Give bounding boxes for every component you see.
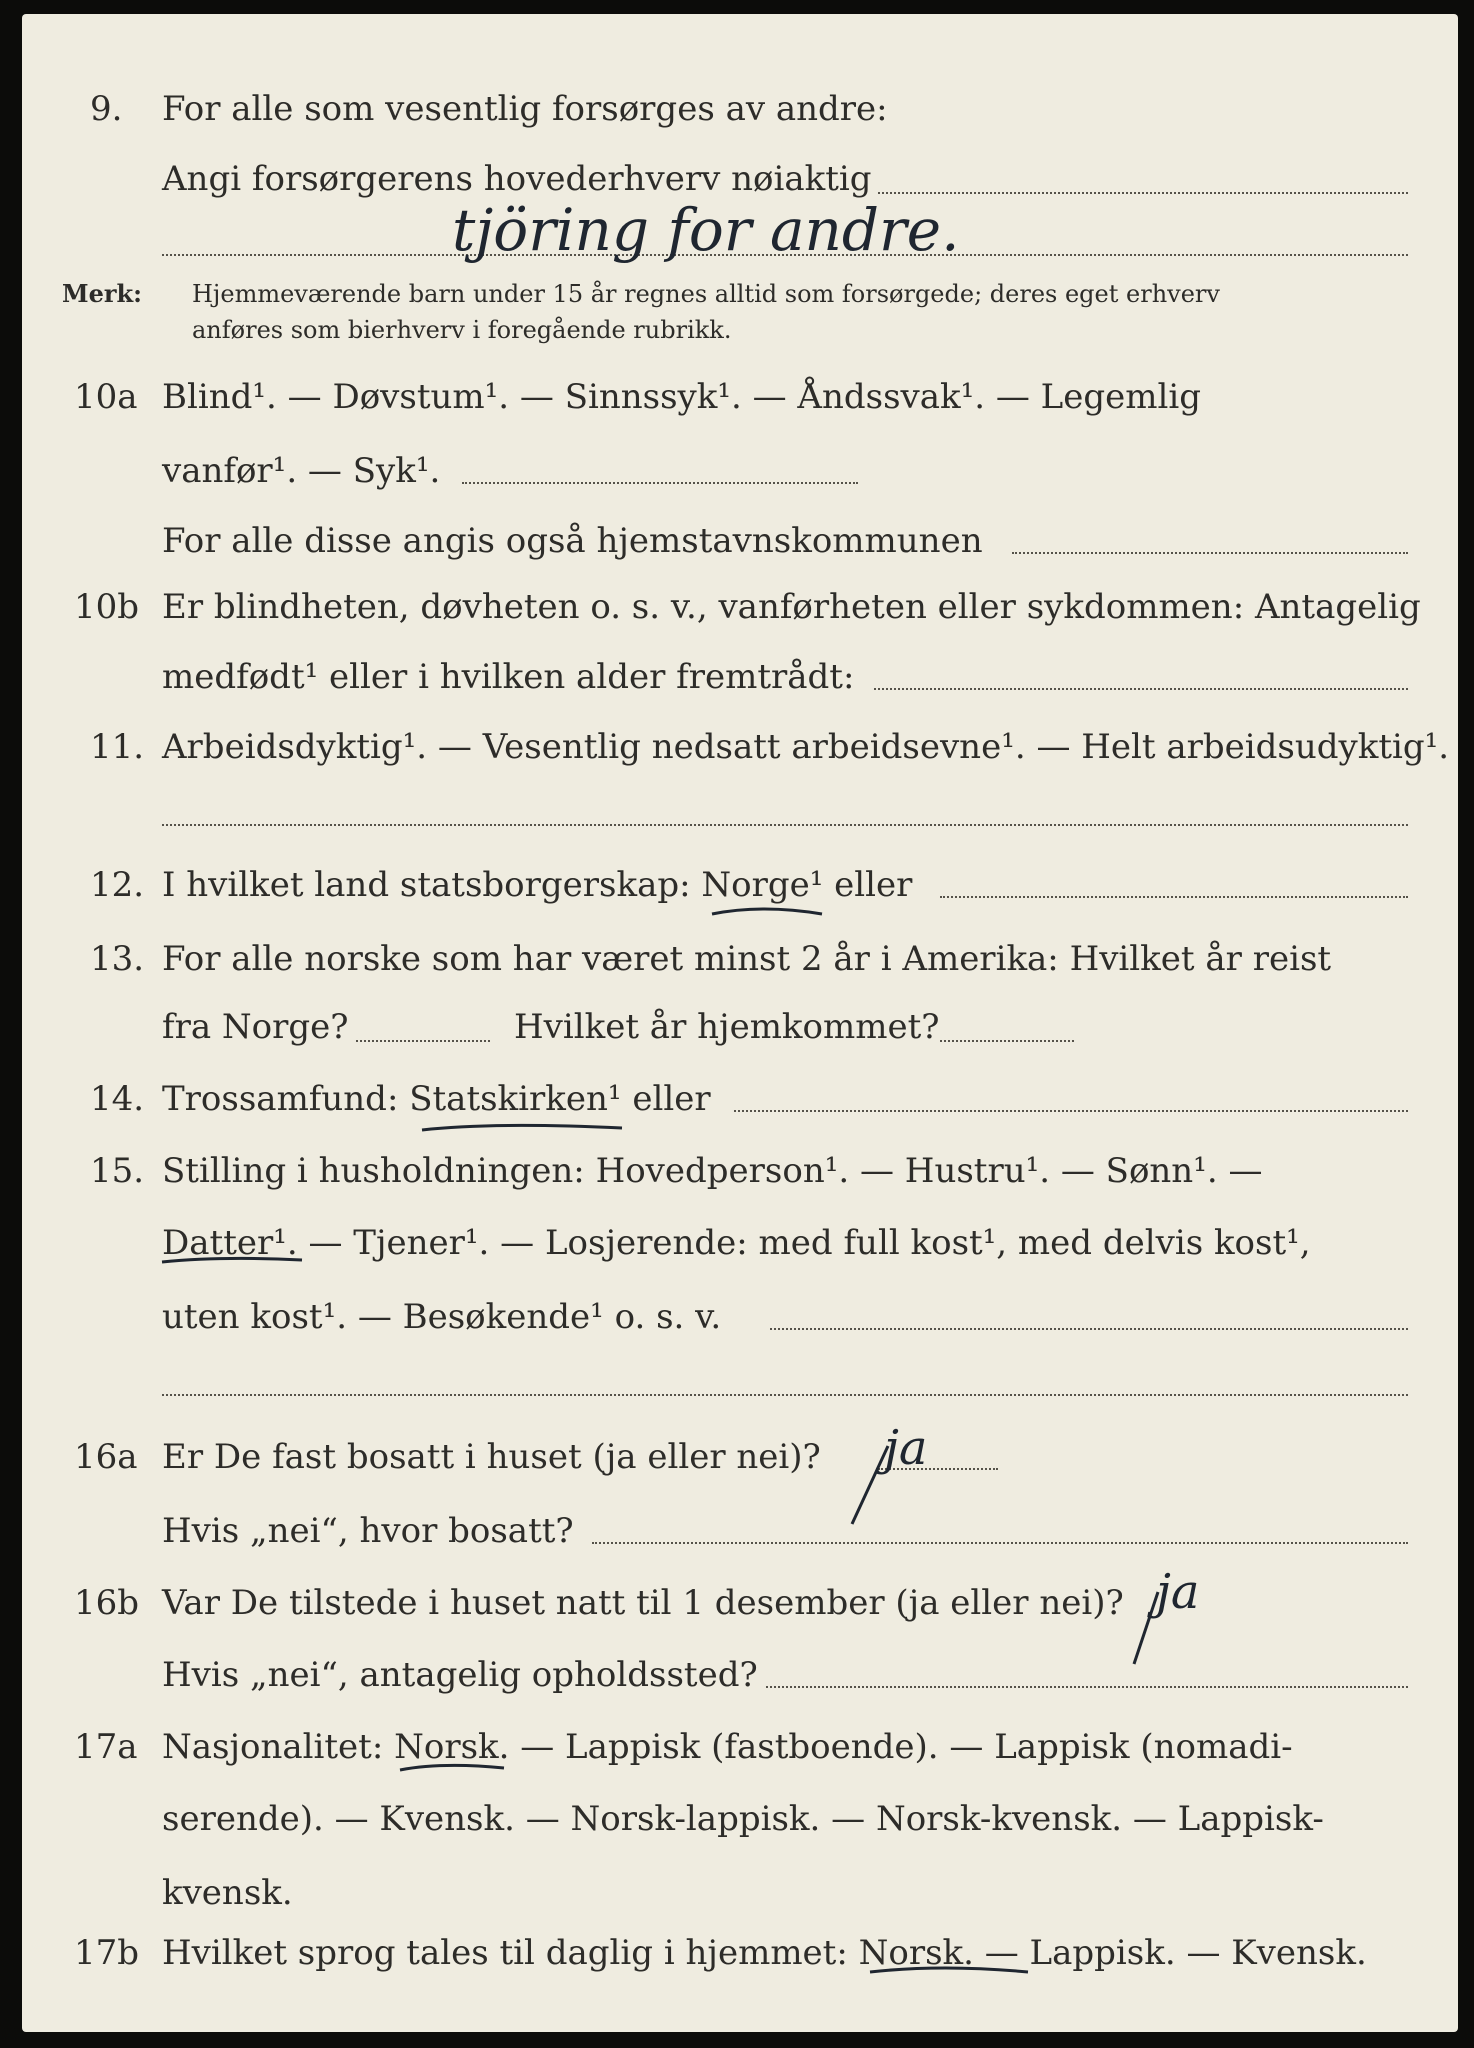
- hjemkommet-answer-line: [940, 1040, 1074, 1042]
- item-number-13: 13.: [90, 939, 145, 979]
- merk-line-1: Hjemmeværende barn under 15 år regnes alltid som forsørgede; deres eget erhverv: [192, 280, 1220, 308]
- item-16b-line-1: Var De tilstede i huset natt til 1 desember (ja eller nei)?: [162, 1583, 1124, 1623]
- answer-16a-handwriting: ja: [884, 1420, 928, 1476]
- item-10a-line-2: vanfør¹. — Syk¹.: [162, 451, 441, 491]
- statskirken-underline: [422, 1125, 622, 1130]
- item-12-line-1: I hvilket land statsborgerskap: Norge¹ eller: [162, 865, 913, 905]
- item-number-17b: 17b: [74, 1933, 140, 1973]
- syk-answer-line: [462, 482, 858, 484]
- item-number-17a: 17a: [74, 1727, 138, 1767]
- census-form-page: [22, 14, 1458, 2032]
- merk-line-2: anføres som bierhverv i foregående rubrikk.: [192, 316, 732, 344]
- item-13-line-3: Hvilket år hjemkommet?: [514, 1007, 940, 1047]
- item-16a-line-1: Er De fast bosatt i huset (ja eller nei)?: [162, 1437, 821, 1477]
- item-16b-line-2: Hvis „nei“, antagelig opholdssted?: [162, 1655, 758, 1695]
- occupation-answer-line: [878, 192, 1408, 194]
- answer-16b-handwriting: ja: [1156, 1564, 1200, 1620]
- answer-16b-stroke: [1134, 1592, 1158, 1664]
- item-17a-line-3: kvensk.: [162, 1873, 293, 1913]
- hjemstavn-answer-line: [1012, 552, 1408, 554]
- item-13-line-1: For alle norske som har været minst 2 år i Amerika: Hvilket år reist: [162, 939, 1332, 979]
- merk-label: Merk:: [62, 279, 142, 308]
- bosatt-answer-line: [878, 1468, 998, 1470]
- item-11-line-1: Arbeidsdyktig¹. — Vesentlig nedsatt arbeidsevne¹. — Helt arbeidsudyktig¹.: [162, 727, 1450, 767]
- item-15-line-1: Stilling i husholdningen: Hovedperson¹. — Hustru¹. — Sønn¹. —: [162, 1151, 1263, 1191]
- opholdssted-answer-line: [766, 1686, 1408, 1688]
- item-number-12: 12.: [90, 865, 145, 905]
- item-number-16a: 16a: [74, 1437, 138, 1477]
- item-number-10a: 10a: [74, 377, 138, 417]
- item-10a-line-1: Blind¹. — Døvstum¹. — Sinnssyk¹. — Åndssvak¹. — Legemlig: [162, 377, 1201, 417]
- alder-answer-line: [874, 688, 1408, 690]
- item-number-16b: 16b: [74, 1583, 140, 1623]
- item-11-answer-line: [162, 824, 1408, 826]
- item-number-9: 9.: [90, 89, 123, 129]
- item-17a-line-1: Nasjonalitet: Norsk. — Lappisk (fastboende). — Lappisk (nomadi-: [162, 1727, 1293, 1767]
- trossamfund-answer-line: [734, 1110, 1408, 1112]
- stilling-answer-line-2: [162, 1394, 1408, 1396]
- item-number-11: 11.: [90, 727, 145, 767]
- item-number-10b: 10b: [74, 587, 140, 627]
- item-14-line-1: Trossamfund: Statskirken¹ eller: [162, 1079, 711, 1119]
- stilling-answer-line: [770, 1328, 1408, 1330]
- item-17b-line-1: Hvilket sprog tales til daglig i hjemmet: Norsk. — Lappisk. — Kvensk.: [162, 1933, 1367, 1973]
- item-9-line-2: Angi forsørgerens hovederhverv nøiaktig: [162, 159, 872, 199]
- occupation-handwriting: tjöring for andre.: [452, 196, 960, 264]
- item-13-line-2: fra Norge?: [162, 1007, 349, 1047]
- item-10b-line-2: medfødt¹ eller i hvilken alder fremtrådt:: [162, 657, 855, 697]
- item-9-line-1: For alle som vesentlig forsørges av andre:: [162, 89, 888, 129]
- norge-underline: [712, 909, 822, 914]
- hvor-bosatt-answer-line: [592, 1542, 1408, 1544]
- item-number-15: 15.: [90, 1151, 145, 1191]
- item-16a-line-2: Hvis „nei“, hvor bosatt?: [162, 1511, 574, 1551]
- item-15-line-2: Datter¹. — Tjener¹. — Losjerende: med full kost¹, med delvis kost¹,: [162, 1223, 1311, 1263]
- statsborgerskap-answer-line: [940, 896, 1408, 898]
- item-10b-line-1: Er blindheten, døvheten o. s. v., vanførheten eller sykdommen: Antagelig: [162, 587, 1421, 627]
- reist-answer-line: [356, 1040, 490, 1042]
- item-15-line-3: uten kost¹. — Besøkende¹ o. s. v.: [162, 1297, 722, 1337]
- item-17a-line-2: serende). — Kvensk. — Norsk-lappisk. — Norsk-kvensk. — Lappisk-: [162, 1799, 1324, 1839]
- item-10a-line-3: For alle disse angis også hjemstavnskommunen: [162, 521, 983, 561]
- item-number-14: 14.: [90, 1079, 145, 1119]
- answer-16a-stroke: [852, 1446, 888, 1524]
- occupation-answer-line-2: [162, 254, 1408, 256]
